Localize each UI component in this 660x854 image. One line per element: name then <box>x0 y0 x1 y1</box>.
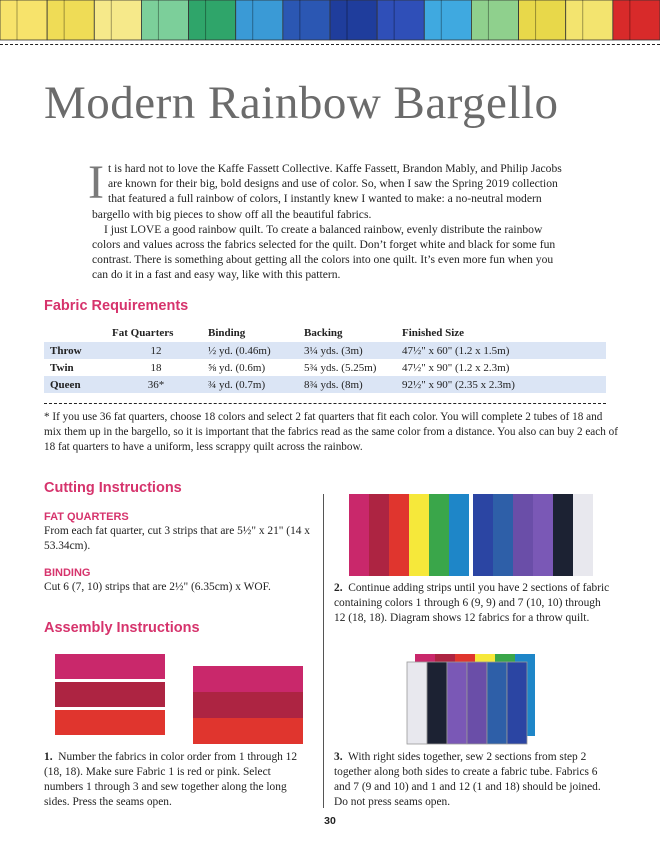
section-b-strip-2 <box>493 494 513 576</box>
section-a-strip-5 <box>429 494 449 576</box>
drop-cap: I <box>88 156 104 209</box>
tube-front-strip-6 <box>507 662 527 744</box>
row-fat-quarters: 18 <box>150 361 162 374</box>
banner-dashed-line <box>0 44 660 45</box>
fat-quarters-heading: FAT QUARTERS <box>44 511 129 523</box>
fabric-note: * If you use 36 fat quarters, choose 18 colors and select 2 fat quarters that fit each color. You will complete 2 tubes of 18 and mix them up in the bargello, so it is important that the fabrics read as the same color from a distance. You also can buy 2 each of 18 fat quarters to have a uniform, less scrappy quilt across the rainbow. <box>44 411 618 454</box>
step1-text <box>44 750 312 810</box>
banner-block <box>0 0 47 40</box>
table-header-fat-quarters: Fat Quarters <box>112 327 174 339</box>
banner-seam <box>299 0 300 40</box>
banner-block <box>283 0 330 40</box>
banner-seam <box>582 0 583 40</box>
banner-block <box>189 0 236 40</box>
banner-block <box>94 0 141 40</box>
banner-seam <box>488 0 489 40</box>
banner-block <box>377 0 424 40</box>
column-divider <box>323 494 324 808</box>
banner-block <box>471 0 518 40</box>
row-fat-quarters: 36* <box>108 376 204 393</box>
row-backing: 3¼ yds. (3m) <box>300 342 398 359</box>
intro-p1-text: t is hard not to love the Kaffe Fassett Collective. Kaffe Fassett, Brandon Mably, and Philip Jacobs are known for their big, bold designs and use of color. So, when I saw the Spring 2019 collection that featured a full rainbow of colors, I instantly knew I wanted to make: a no-neutral modern bargello with big pieces to show off all the beautiful fabrics. <box>92 162 562 221</box>
step3-body: With right sides together, sew 2 sections from step 2 together along both sides to create a fabric tube. Fabrics 6 and 7 (9 and 10) and 1 and 12 (1 and 18) should be joined. Do not press seams open. <box>334 751 601 808</box>
row-finished-size: 47½" x 90" (1.2 x 2.3m) <box>402 361 510 374</box>
section-a-strip-1 <box>349 494 369 576</box>
banner-seam <box>394 0 395 40</box>
tube-front-strip-3 <box>447 662 467 744</box>
section-b-strip-4 <box>533 494 553 576</box>
assembly-instructions-heading: Assembly Instructions <box>44 620 200 636</box>
row-binding: ½ yd. (0.46m) <box>204 342 300 359</box>
banner-seam <box>17 0 18 40</box>
banner-seam <box>441 0 442 40</box>
fat-quarters-text: From each fat quarter, cut 3 strips that are 5½" x 21" (14 x 53.34cm). <box>44 525 311 552</box>
row-binding: ⅝ yd. (0.6m) <box>208 361 266 374</box>
banner-seam <box>111 0 112 40</box>
strip-3 <box>55 710 165 735</box>
step1-diagram <box>55 654 305 746</box>
section-b-strip-3 <box>513 494 533 576</box>
tube-front-strip-2 <box>427 662 447 744</box>
binding-heading: BINDING <box>44 567 91 579</box>
tube-front-strip-4 <box>467 662 487 744</box>
fabric-requirements-heading: Fabric Requirements <box>44 298 189 314</box>
table-header-finished-size: Finished Size <box>402 327 465 339</box>
row-name: Queen <box>44 376 108 393</box>
row-name: Throw <box>44 342 108 359</box>
banner-seam <box>535 0 536 40</box>
rainbow-banner <box>0 0 660 47</box>
banner-seam <box>252 0 253 40</box>
binding-text: Cut 6 (7, 10) strips that are 2½" (6.35cm) x WOF. <box>44 581 271 593</box>
table-row <box>44 376 606 393</box>
row-finished-size: 47½" x 60" (1.2 x 1.5m) <box>398 342 606 359</box>
row-finished-size: 92½" x 90" (2.35 x 2.3m) <box>398 376 606 393</box>
banner-seam <box>629 0 630 40</box>
tube-front-strip-1 <box>407 662 427 744</box>
note-divider <box>44 403 606 404</box>
step1-number: 1. <box>44 751 53 763</box>
banner-block <box>424 0 471 40</box>
strip-2 <box>55 682 165 707</box>
table-header-backing: Backing <box>304 327 343 339</box>
banner-seam <box>205 0 206 40</box>
intro-paragraph-2: I just LOVE a good rainbow quilt. To create a balanced rainbow, evenly distribute the rainbow colors and values across the fabrics selected for the quilt. Don’t forget white and black for some fun contrast. There is something about getting all the colors into one quilt. It’s even more fun when you can do it in a fast and easy way, like with this pattern. <box>92 222 556 282</box>
sewn-strip-3 <box>193 718 303 744</box>
banner-seam <box>347 0 348 40</box>
step2-text <box>334 581 610 626</box>
row-name: Twin <box>50 361 74 374</box>
step2-body: Continue adding strips until you have 2 sections of fabric containing colors 1 through 6 (9, 9) and 7 (10, 10) through 12 (18, 18). Diagram shows 12 fabrics for a throw quilt. <box>334 582 610 624</box>
intro-paragraph-1 <box>88 156 570 222</box>
banner-block <box>330 0 377 40</box>
sewn-strip-1 <box>193 666 303 692</box>
section-a-strip-2 <box>369 494 389 576</box>
section-a-strip-3 <box>389 494 409 576</box>
section-b-strip-6 <box>573 494 593 576</box>
banner-block <box>141 0 188 40</box>
section-b-strip-5 <box>553 494 573 576</box>
section-a-strip-6 <box>449 494 469 576</box>
page-number: 30 <box>324 815 336 827</box>
table-row <box>44 359 606 376</box>
banner-seam <box>64 0 65 40</box>
fabric-table <box>44 324 606 393</box>
step2-number: 2. <box>334 582 343 594</box>
banner-block <box>47 0 94 40</box>
banner-blocks <box>0 0 660 40</box>
step2-diagram <box>349 494 593 578</box>
page-title: Modern Rainbow Bargello <box>44 77 559 129</box>
section-b-strip-1 <box>473 494 493 576</box>
table-header-row <box>44 324 606 342</box>
row-fat-quarters: 12 <box>108 342 204 359</box>
table-header-blank <box>44 324 108 342</box>
cutting-instructions-heading: Cutting Instructions <box>44 480 182 496</box>
banner-block <box>236 0 283 40</box>
table-header-binding: Binding <box>208 327 246 339</box>
row-backing: 8¾ yds. (8m) <box>300 376 398 393</box>
table-row <box>44 342 606 359</box>
step3-number: 3. <box>334 751 343 763</box>
step1-body: Number the fabrics in color order from 1 through 12 (18, 18). Make sure Fabric 1 is red or pink. Select numbers 1 through 3 and sew together along the long sides. Press the seams open. <box>44 751 298 808</box>
row-binding: ¾ yd. (0.7m) <box>204 376 300 393</box>
tube-front-strip-5 <box>487 662 507 744</box>
banner-block <box>519 0 566 40</box>
sewn-strip-2 <box>193 692 303 718</box>
step3-text <box>334 750 610 810</box>
intro-text <box>88 156 570 283</box>
banner-block <box>566 0 613 40</box>
section-a-strip-4 <box>409 494 429 576</box>
banner-seam <box>158 0 159 40</box>
banner-block <box>613 0 660 40</box>
row-backing: 5¾ yds. (5.25m) <box>304 361 377 374</box>
step3-diagram <box>405 654 535 746</box>
strip-1 <box>55 654 165 679</box>
